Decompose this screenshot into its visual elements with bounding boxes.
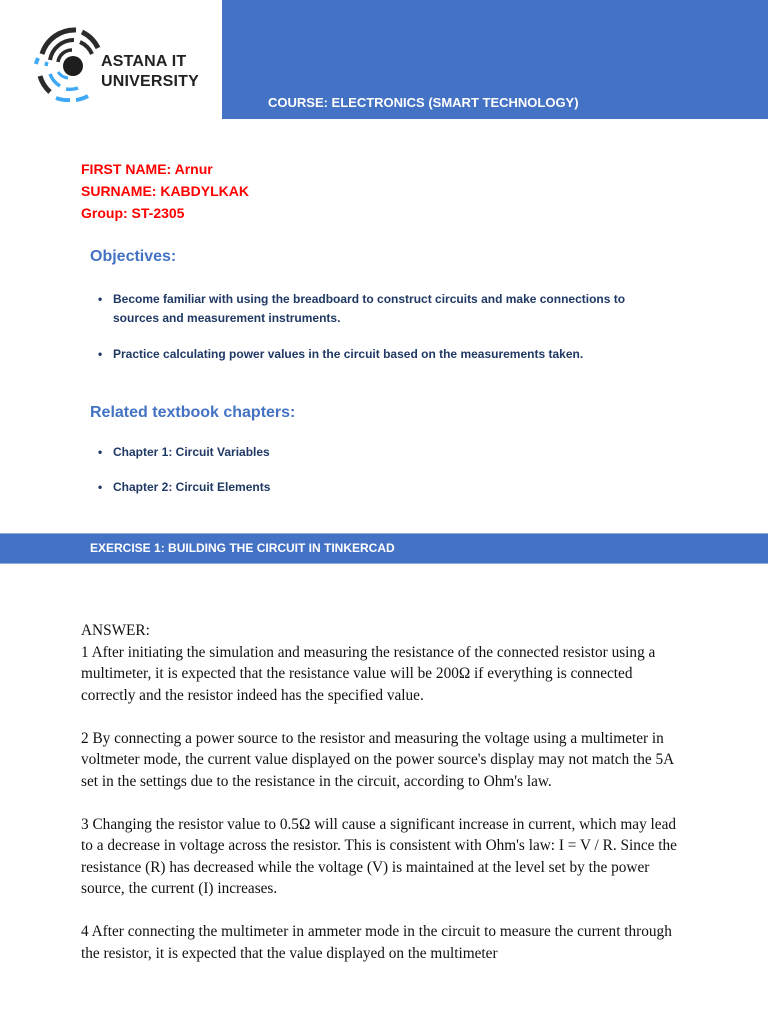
answer-paragraph: 1 After initiating the simulation and measuring the resistance of the connected resistor using a multimeter, it is expected that the resistance value will be 200Ω if everything is connected correctly and the resistor indeed has the specified value. — [81, 643, 656, 704]
answer-paragraph: 2 By connecting a power source to the resistor and measuring the voltage using a multimeter in voltmeter mode, the current value displayed on the power source's display may not match the 5A set in the settings due to the resistance in the circuit, according to Ohm's law. — [81, 729, 674, 790]
chapters-heading: Related textbook chapters: — [90, 404, 296, 421]
objective-item: • Practice calculating power values in the circuit based on the measurements taken. — [98, 345, 658, 364]
course-title: COURSE: ELECTRONICS (SMART TECHNOLOGY) — [268, 95, 579, 110]
answer-section — [81, 620, 681, 986]
university-name — [101, 52, 199, 92]
chapters-list — [98, 443, 498, 497]
answer-paragraph: 4 After connecting the multimeter in ammeter mode in the circuit to measure the current through the resistor, it is expected that the value displayed on the multimeter — [81, 923, 672, 962]
concentric-arcs-logo-icon — [30, 18, 102, 110]
first-name: FIRST NAME: Arnur — [81, 161, 213, 177]
surname: SURNAME: KABDYLKAK — [81, 183, 249, 199]
exercise-bar — [0, 533, 768, 564]
objectives-list — [98, 290, 658, 364]
student-info — [81, 158, 249, 224]
chapter-item: • Chapter 1: Circuit Variables — [98, 443, 498, 462]
university-logo — [30, 18, 230, 110]
answer-label: ANSWER: — [81, 622, 150, 639]
exercise-title: EXERCISE 1: BUILDING THE CIRCUIT IN TINKERCAD — [90, 541, 395, 555]
chapter-item: • Chapter 2: Circuit Elements — [98, 478, 498, 497]
group: Group: ST-2305 — [81, 205, 185, 221]
answer-paragraph: 3 Changing the resistor value to 0.5Ω will cause a significant increase in current, which may lead to a decrease in voltage across the resistor. This is consistent with Ohm's law: I = V / R. Since the resistance (R) has decreased while the voltage (V) is maintained at the level set by the power source, the current (I) increases. — [81, 815, 677, 897]
objectives-heading: Objectives: — [90, 248, 177, 265]
objective-item: • Become familiar with using the breadboard to construct circuits and make connections to sources and measurement instruments. — [98, 290, 658, 328]
university-name-line2: UNIVERSITY — [101, 73, 200, 90]
university-name-line1: ASTANA IT — [101, 53, 187, 70]
header-bar — [222, 0, 768, 119]
